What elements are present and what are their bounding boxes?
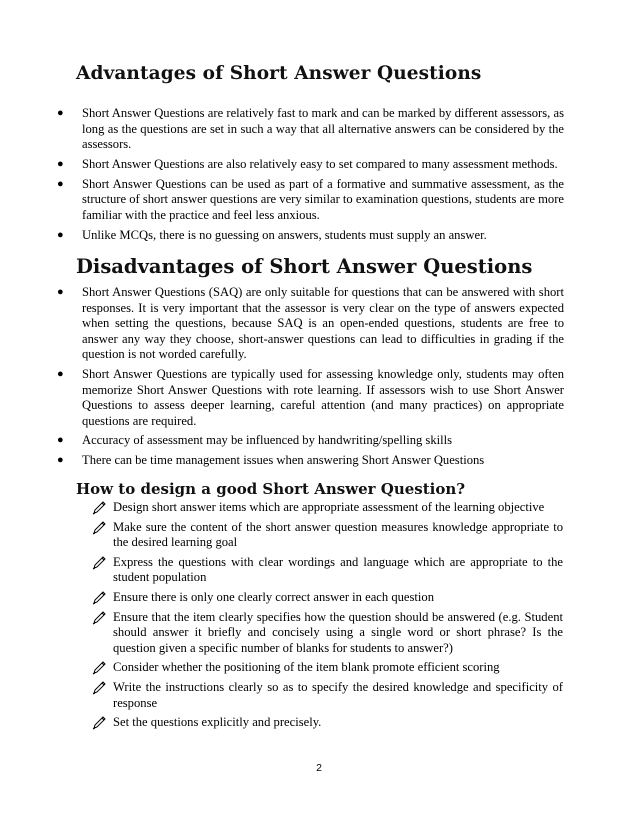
bullet-dot-icon: ● [57, 434, 64, 447]
list-item: ● Short Answer Questions are relatively fast to mark and can be marked by different assessors, as long as the questions are set in such a way that all alternative answers can be considered by the assessors. [57, 106, 564, 152]
pencil-icon [92, 591, 108, 605]
pencil-icon [92, 716, 108, 730]
bullet-dot-icon: ● [57, 157, 64, 170]
bullet-dot-icon: ● [57, 286, 64, 298]
advantages-list [0, 106, 564, 248]
pencil-icon [92, 661, 108, 675]
bullet-dot-icon: ● [57, 177, 64, 190]
bullet-dot-icon: ● [57, 107, 64, 119]
list-item: ● Short Answer Questions are also relatively easy to set compared to many assessment methods. [57, 156, 558, 171]
list-item: ● Short Answer Questions (SAQ) are only suitable for questions that can be answered with short responses. It is very important that the assessor is very clear on the type of answers expected when setting the questions, because SAQ is an open-ended questions, students are free to answer any way they choose, short-answer questions can lead to difficulties in grading if the question is not worded carefully. [57, 285, 564, 362]
design-heading: How to design a good Short Answer Question? [76, 480, 466, 498]
list-item: Ensure that the item clearly specifies how the question should be answered (e.g. Student should answer it briefly and concisely using a single word or short phrase? Is the question given a specific number of blanks for students to answer?) [0, 610, 563, 657]
advantages-heading: Advantages of Short Answer Questions [76, 63, 482, 84]
bullet-dot-icon: ● [57, 228, 64, 241]
list-item: ● Unlike MCQs, there is no guessing on answers, students must supply an answer. [57, 227, 487, 242]
list-item: Design short answer items which are appropriate assessment of the learning objective [0, 500, 563, 516]
list-item: Consider whether the positioning of the item blank promote efficient scoring [0, 660, 563, 676]
list-item: Write the instructions clearly so as to specify the desired knowledge and specificity of response [0, 680, 563, 711]
page-number: 2 [316, 762, 322, 774]
pencil-icon [92, 556, 108, 570]
list-item: ● Short Answer Questions can be used as part of a formative and summative assessment, as the structure of short answer questions are very similar to examination questions, students are more familiar with the practice and feel less anxious. [57, 176, 564, 222]
design-tips-list [0, 500, 563, 735]
pencil-icon [92, 501, 108, 515]
list-item: Ensure there is only one clearly correct answer in each question [0, 590, 563, 606]
pencil-icon [92, 681, 108, 695]
list-item: Make sure the content of the short answer question measures knowledge appropriate to the desired learning goal [0, 520, 563, 551]
disadvantages-heading: Disadvantages of Short Answer Questions [76, 255, 533, 278]
pencil-icon [92, 521, 108, 535]
pencil-icon [92, 611, 108, 625]
list-item: ● Short Answer Questions are typically used for assessing knowledge only, students may often memorize Short Answer Questions with rote learning. If assessors wish to use Short Answer Questions to assess deeper learning, careful attention (and many practices) on appropriate questions are required. [57, 366, 564, 428]
list-item: Express the questions with clear wordings and language which are appropriate to the student population [0, 555, 563, 586]
bullet-dot-icon: ● [57, 367, 64, 380]
disadvantages-list [0, 285, 564, 473]
list-item: ● Accuracy of assessment may be influenced by handwriting/spelling skills [57, 433, 453, 448]
bullet-dot-icon: ● [57, 453, 64, 466]
list-item: Set the questions explicitly and precisely. [0, 715, 563, 731]
list-item: ● There can be time management issues when answering Short Answer Questions [57, 452, 485, 467]
